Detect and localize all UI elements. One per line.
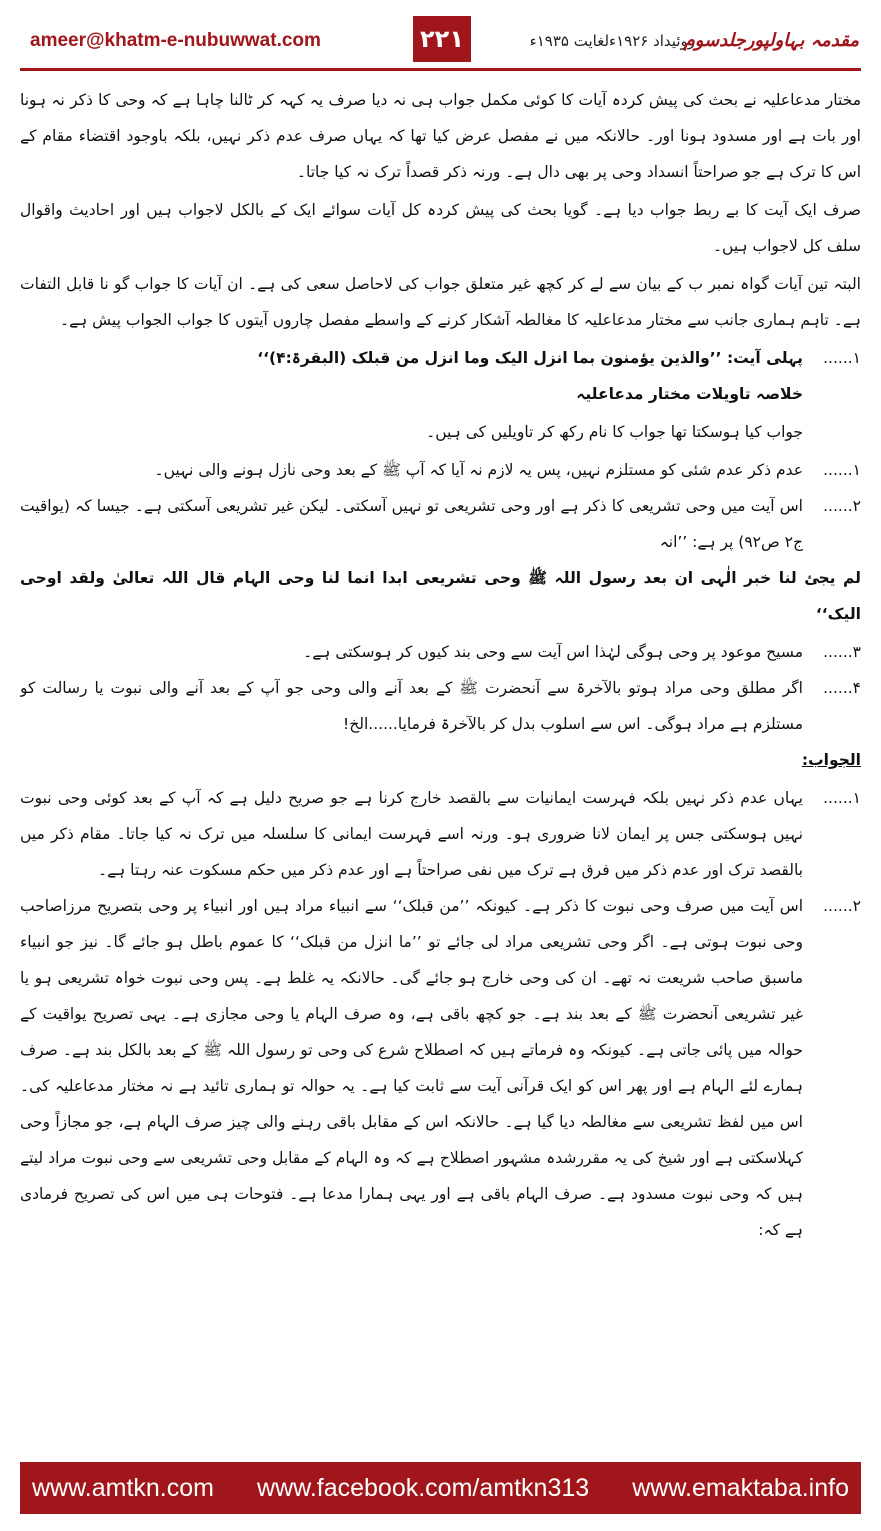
footer-link-amtkn[interactable]: www.amtkn.com [32, 1473, 214, 1502]
item-text: اس آیت میں صرف وحی نبوت کا ذکر ہے۔ کیونکہ ’’من قبلک‘‘ سے انبیاء مراد ہیں اور انبیاء پر وحی بتصریح مرزاصاحب وحی نبوت ہوتی ہے۔ اگر وحی تشریعی مراد لی جائے تو ’’ما انزل من قبلک‘‘ کا عموم باطل ہو جائے گا۔ نیز جو انبیاء ماسبق صاحب شریعت نہ تھے۔ ان کی وحی خارج ہو جائے گی۔ حالانکہ یہ غلط ہے۔ پس وحی نبوت خواہ تشریعی ہو یا غیر تشریعی آنحضرت ﷺ کے بعد بند ہے۔ جو کچھ باقی ہے، وہ صرف الہام یا وحی مجازی ہے۔ یہی تصریح یواقیت کے حوالہ میں پائی جاتی ہے۔ کیونکہ وہ فرماتے ہیں کہ اصطلاح شرع کی وحی تو رسول اللہ ﷺ کے بعد بالکل بند ہے۔ صرف ہمارے لئے الہام ہے اور پھر اس کو ایک قرآنی آیت سے ثابت کیا ہے۔ یہ حوالہ تو ہماری تائید ہے نہ مختار مدعاعلیہ کی۔ اس میں لفظ تشریعی سے مغالطہ دیا گیا ہے۔ حالانکہ اس کے مقابل باقی رہنے والی چیز صرف الہام ہے، جو مجازاً وحی کہلاسکتی ہے اور شیخ کی یہ مقررشدہ مشہور اصطلاح ہے کہ وہ الہام کے مقابل وحی تشریعی سے وحی نبوت مراد لیتے ہیں کہ وحی نبوت مسدود ہے۔ صرف الہام باقی ہے اور یہی ہمارا مدعا ہے۔ فتوحات ہی میں اس کی تصریح فرمادی ہے کہ: [20, 897, 803, 1239]
list-item [20, 488, 861, 560]
list-item [20, 888, 861, 1248]
list-item [20, 634, 861, 670]
arabic-quote: لم یجئ لنا خبر الٰہی ان بعد رسول اللہ ﷺ وحی تشریعی ابدا انما لنا وحی الہام قال اللہ تعالیٰ ولقد اوحی الیک‘‘ [20, 569, 861, 623]
item-number: ۱...... [823, 789, 861, 807]
section-heading: خلاصہ تاویلات مختار مدعاعلیہ [576, 385, 803, 403]
book-title: مقدمہ بہاولپورجلدسوم [683, 30, 859, 51]
item-text: اگر مطلق وحی مراد ہوتو بالآخرۃ سے آنحضرت ﷺ کے بعد آنے والی وحی جو آپ کے بعد آنے والی نبوت یا رسالت کو مستلزم ہے مراد ہوگی۔ اس سے اسلوب بدل کر بالآخرۃ فرمایا......الخ! [20, 679, 803, 733]
item-number: ۲...... [823, 497, 861, 515]
item-text: اس آیت میں وحی تشریعی کا ذکر ہے اور وحی تشریعی تو نہیں آسکتی۔ لیکن غیر تشریعی آسکتی ہے۔ جیسا کہ (یواقیت ج۲ ص۹۲) پر ہے: ’’انہ [20, 497, 803, 551]
paragraph: مختار مدعاعلیہ نے بحث کی پیش کردہ آیات کا کوئی مکمل جواب ہی نہ دیا صرف یہ کہہ کر ٹالنا چاہا ہے کہ وحی کا ذکر نہ ہونا اور بات ہے اور مسدود ہونا اور۔ حالانکہ میں نے مفصل عرض کیا تھا کہ یہاں صرف عدم ذکر نہیں، بلکہ باوجود اقتضاء مقام کے اس کا ترک ہے جو صراحتاً انسداد وحی پر بھی دال ہے۔ ورنہ ذکر قصداً ترک نہ کیا جاتا۔ [20, 91, 861, 181]
page-footer [20, 1462, 861, 1514]
verse-text: پہلی آیت: ’’والذین یؤمنون بما انزل الیک وما انزل من قبلک (البقرۃ:۴)‘‘ [257, 349, 803, 367]
item-number: ۱...... [823, 349, 861, 367]
item-number: ۱...... [823, 461, 861, 479]
item-number: ۴...... [823, 679, 861, 697]
paragraph: البتہ تین آیات گواہ نمبر ب کے بیان سے لے کر کچھ غیر متعلق جواب کی لاحاصل سعی کی ہے۔ ان آیات کا جواب گو نا قابل التفات ہے۔ تاہم ہماری جانب سے مختار مدعاعلیہ کا مغالطہ آشکار کرنے کے واسطے مفصل چاروں آیتوں کا جواب الجواب پیش ہے۔ [20, 275, 861, 329]
footer-link-emaktaba[interactable]: www.emaktaba.info [632, 1473, 849, 1502]
list-item [20, 780, 861, 888]
book-subtitle: روئیداد ۱۹۲۶ءلغایت ۱۹۳۵ء [529, 32, 695, 50]
page-body [20, 82, 861, 1452]
page-header [0, 0, 881, 70]
item-number: ۲...... [823, 897, 861, 915]
paragraph: جواب کیا ہوسکتا تھا جواب کا نام رکھ کر تاویلیں کی ہیں۔ [426, 423, 803, 441]
item-text: عدم ذکر عدم شئی کو مستلزم نہیں، پس یہ لازم نہ آیا کہ آپ ﷺ کے بعد وحی نازل ہونے والی نہیں۔ [154, 461, 803, 479]
item-text: مسیح موعود پر وحی ہوگی لہٰذا اس آیت سے وحی بند کیوں کر ہوسکتی ہے۔ [303, 643, 803, 661]
answer-heading: الجواب: [801, 751, 861, 769]
item-number: ۳...... [823, 643, 861, 661]
header-divider [20, 68, 861, 71]
list-item [20, 452, 861, 488]
item-text: یہاں عدم ذکر نہیں بلکہ فہرست ایمانیات سے بالقصد خارج کرنا ہے جو صریح دلیل ہے کہ آپ کے بعد کوئی وحی نبوت نہیں ہوسکتی جس پر ایمان لانا ضروری ہو۔ ورنہ اسے فہرست ایمانی کا سلسلہ میں ترک نہ کیا جاتا۔ مقام ذکر میں بالقصد ترک اور عدم ذکر میں فرق ہے ترک میں نفی صراحتاً ہے اور عدم ذکر میں حکم مسکوت عنہ رہتا ہے۔ [20, 789, 803, 879]
list-item [20, 670, 861, 742]
footer-link-facebook[interactable]: www.facebook.com/amtkn313 [257, 1473, 590, 1502]
list-item [20, 340, 861, 376]
paragraph: صرف ایک آیت کا بے ربط جواب دیا ہے۔ گویا بحث کی پیش کردہ کل آیات سوائے ایک کے بالکل لاجواب ہیں اور احادیث واقوال سلف کل لاجواب ہیں۔ [20, 201, 861, 255]
page-number: ۲۲۱ [413, 16, 471, 62]
email-link[interactable]: ameer@khatm-e-nubuwwat.com [30, 30, 321, 51]
